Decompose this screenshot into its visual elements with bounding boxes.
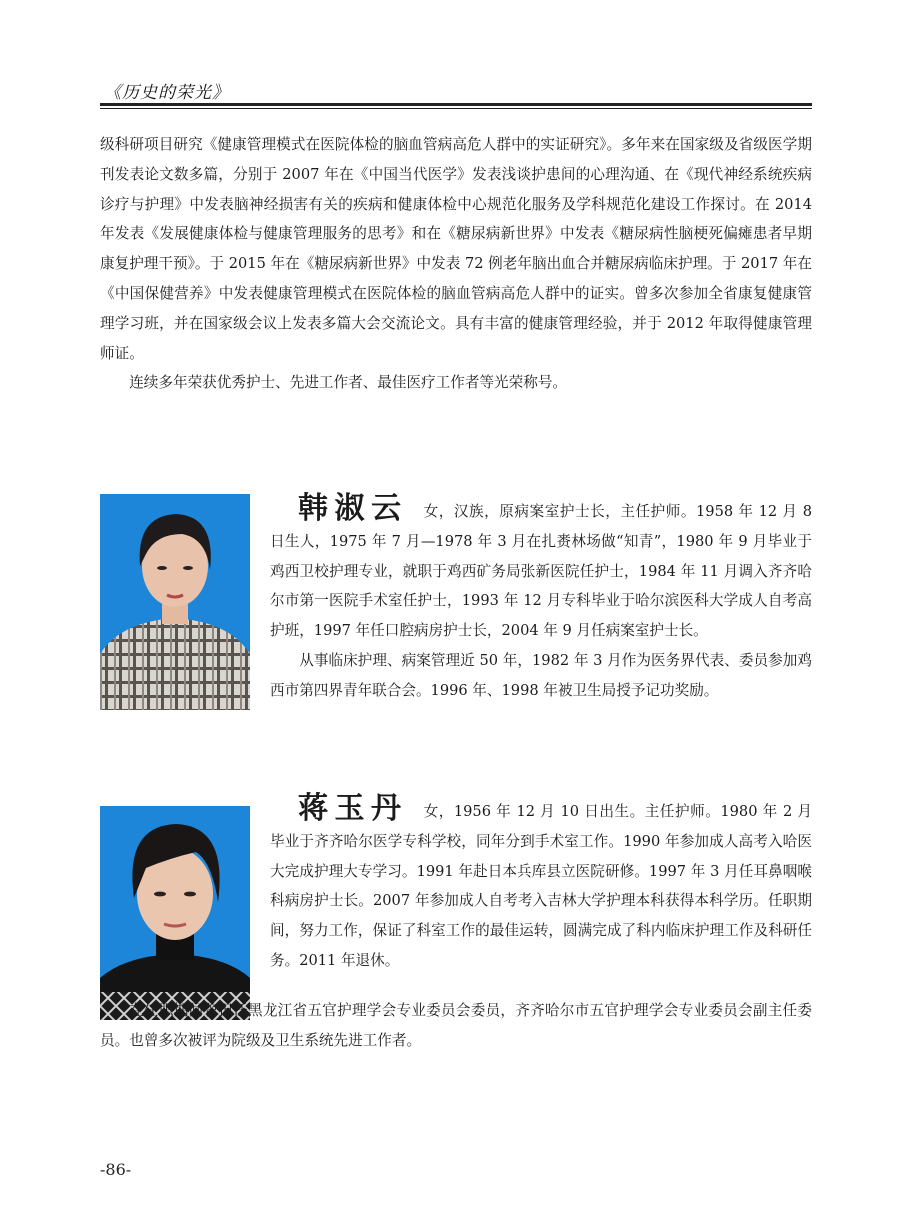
intro-paragraph-2: 连续多年荣获优秀护士、先进工作者、最佳医疗工作者等光荣称号。 — [129, 374, 568, 392]
profile-biography: 女，1956 年 12 月 10 日出生。主任护师。1980 年 2 月毕业于齐齐哈尔医学专科学校，同年分到手术室工作。1990 年参加成人高考入哈医大完成护理大专学习。1991 年赴日本兵库县立医院研修。1997 年 3 月任耳鼻咽喉科病房护士长。2007 年参加成人自考考入吉林大学护理本科获得本科学历。任职期间，努力工作，保证了科室工作的最佳运转，圆满完成了科内临床护理工作及科研任务。2011 年退休。 — [270, 803, 812, 969]
profile-achievements: 从事临床护理、病案管理近 50 年，1982 年 3 月作为医务界代表、委员参加鸡西市第四界青年联合会。1996 年、1998 年被卫生局授予记功奖励。 — [270, 651, 812, 699]
portrait-illustration — [100, 806, 250, 1020]
portrait-photo-jiang-yudan — [100, 806, 250, 1020]
profile-name: 蒋玉丹 — [298, 791, 408, 826]
portrait-illustration — [100, 494, 250, 710]
intro-section — [100, 130, 812, 398]
profile-han-shuyun — [270, 491, 812, 706]
running-header: 《历史的荣光》 — [104, 83, 230, 103]
intro-paragraph-1: 级科研项目研究《健康管理模式在医院体检的脑血管病高危人群中的实证研究》。多年来在国家级及省级医学期刊发表论文数多篇，分别于 2007 年在《中国当代医学》发表浅谈护患间的心理沟通、在《现代神经系统疾病诊疗与护理》中发表脑神经损害有关的疾病和健康体检中心规范化服务及学科规范化建设工作探讨。在 2014 年发表《发展健康体检与健康管理服务的思考》和在《糖尿病新世界》中发表《糖尿病性脑梗死偏瘫患者早期康复护理干预》。于 2015 年在《糖尿病新世界》中发表 72 例老年脑出血合并糖尿病临床护理。于 2017 年在《中国保健营养》中发表健康管理模式在医院体检的脑血管病高危人群中的证实。曾多次参加全省康复健康管理学习班，并在国家级会议上发表多篇大会交流论文。具有丰富的健康管理经验，并于 2012 年取得健康管理师证。 — [100, 136, 812, 362]
profile-biography: 女，汉族，原病案室护士长，主任护师。1958 年 12 月 8 日生人，1975 年 7 月—1978 年 3 月在扎赉林场做“知青”，1980 年 9 月毕业于鸡西卫校护理专业，就职于鸡西矿务局张新医院任护士，1984 年 11 月调入齐齐哈尔市第一医院手术室任护士，1993 年 12 月专科毕业于哈尔滨医科大学成人自考高护班，1997 年任口腔病房护士长，2004 年 9 月任病案室护士长。 — [270, 503, 812, 640]
page-number: -86- — [100, 1160, 132, 1179]
profile-name: 韩淑云 — [298, 491, 408, 526]
header-rule — [100, 103, 812, 109]
profile-achievements: 在任职期间曾担任黑龙江省五官护理学会专业委员会委员，齐齐哈尔市五官护理学会专业委员会副主任委员。也曾多次被评为院级及卫生系统先进工作者。 — [100, 1002, 812, 1049]
portrait-photo-han-shuyun — [100, 494, 250, 710]
profile-jiang-yudan — [270, 791, 812, 976]
